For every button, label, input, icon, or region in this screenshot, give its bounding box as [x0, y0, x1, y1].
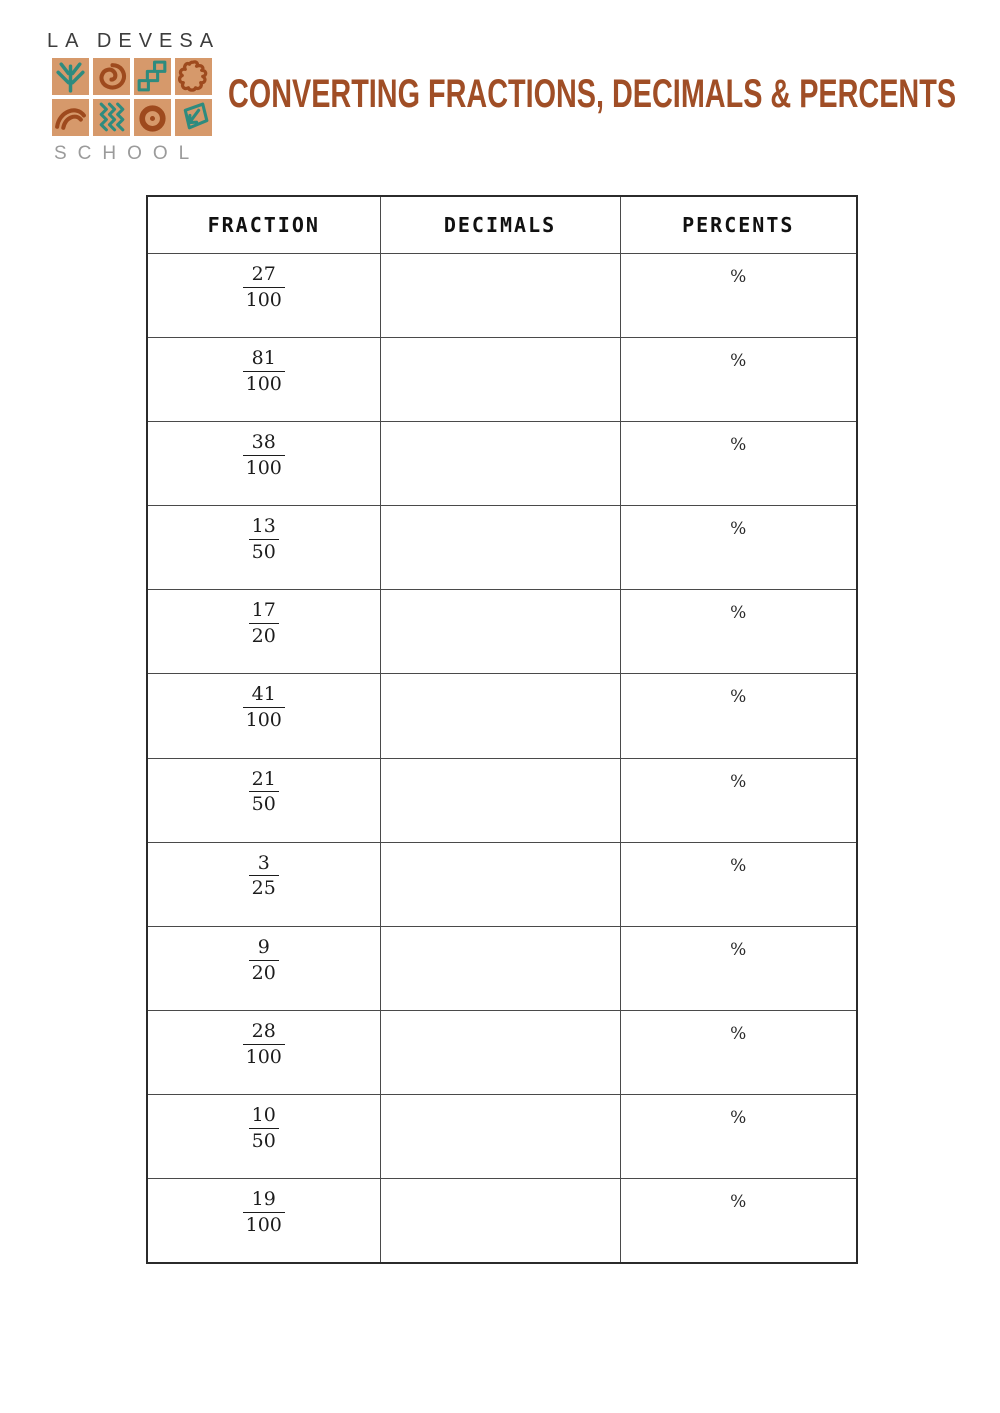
arc-icon	[52, 99, 89, 136]
table-row	[147, 422, 857, 506]
school-logo	[44, 30, 221, 165]
fraction-value	[249, 852, 279, 902]
fraction-denominator: 20	[249, 960, 279, 986]
decimal-answer-cell	[380, 926, 620, 1010]
percent-answer-cell	[620, 1094, 857, 1178]
percent-sign: %	[730, 351, 747, 372]
percent-answer-cell	[620, 674, 857, 758]
fraction-cell	[147, 422, 380, 506]
table-row	[147, 926, 857, 1010]
fraction-value	[249, 599, 279, 649]
fraction-denominator: 100	[243, 707, 285, 733]
percent-answer-cell	[620, 1010, 857, 1094]
decimal-answer-cell	[380, 506, 620, 590]
table-row	[147, 254, 857, 338]
percent-sign: %	[730, 1107, 747, 1128]
fraction-cell	[147, 1179, 380, 1264]
percent-sign: %	[730, 603, 747, 624]
percent-answer-cell	[620, 842, 857, 926]
fraction-numerator: 17	[251, 599, 276, 622]
fraction-value	[249, 936, 279, 986]
table-row	[147, 1010, 857, 1094]
table-row	[147, 1179, 857, 1264]
fraction-numerator: 21	[251, 767, 276, 790]
percent-sign: %	[730, 519, 747, 540]
fraction-numerator: 9	[257, 935, 270, 958]
percent-sign: %	[730, 1192, 747, 1213]
decimal-answer-cell	[380, 758, 620, 842]
fraction-cell	[147, 506, 380, 590]
fraction-value	[243, 263, 285, 313]
fraction-value	[243, 1188, 285, 1238]
table-row	[147, 506, 857, 590]
table-row	[147, 674, 857, 758]
percent-answer-cell	[620, 506, 857, 590]
fraction-cell	[147, 1094, 380, 1178]
fraction-cell	[147, 674, 380, 758]
logo-tile-grid	[52, 58, 214, 136]
decimal-answer-cell	[380, 674, 620, 758]
percent-sign: %	[730, 771, 747, 792]
fraction-denominator: 100	[243, 455, 285, 481]
decimal-answer-cell	[380, 1010, 620, 1094]
fraction-numerator: 3	[257, 851, 270, 874]
fraction-numerator: 27	[251, 263, 276, 285]
fraction-denominator: 20	[249, 623, 279, 649]
col-header-fraction: FRACTION	[147, 196, 380, 254]
table-row	[147, 590, 857, 674]
fraction-numerator: 19	[251, 1188, 276, 1211]
fraction-cell	[147, 590, 380, 674]
fraction-denominator: 100	[243, 1044, 285, 1070]
fraction-numerator: 38	[251, 431, 276, 454]
fraction-denominator: 100	[243, 287, 285, 313]
percent-sign: %	[730, 1023, 747, 1044]
fraction-value	[249, 768, 279, 818]
table-row	[147, 338, 857, 422]
percent-sign: %	[730, 435, 747, 456]
decimal-answer-cell	[380, 1179, 620, 1264]
percent-answer-cell	[620, 338, 857, 422]
fraction-cell	[147, 254, 380, 338]
logo-school-text: SCHOOL	[54, 143, 201, 164]
spiral-icon	[93, 58, 130, 95]
oak-leaf-icon	[175, 58, 212, 95]
percent-answer-cell	[620, 1179, 857, 1264]
page-title: CONVERTING FRACTIONS, DECIMALS & PERCENTS	[228, 72, 957, 116]
linked-squares-icon	[134, 58, 171, 95]
col-header-percents: PERCENTS	[620, 196, 857, 254]
fraction-numerator: 81	[251, 347, 276, 370]
fraction-denominator: 50	[249, 1128, 279, 1154]
fraction-value	[243, 431, 285, 481]
col-header-decimals: DECIMALS	[380, 196, 620, 254]
fraction-cell	[147, 842, 380, 926]
fraction-numerator: 10	[251, 1103, 276, 1126]
ring-icon	[134, 99, 171, 136]
fraction-value	[243, 347, 285, 397]
percent-answer-cell	[620, 254, 857, 338]
percent-answer-cell	[620, 590, 857, 674]
percent-sign: %	[730, 687, 747, 708]
decimal-answer-cell	[380, 590, 620, 674]
plant-icon	[52, 58, 89, 95]
fraction-denominator: 50	[249, 791, 279, 817]
fraction-numerator: 41	[251, 683, 276, 706]
conversion-table	[146, 195, 858, 1264]
percent-sign: %	[730, 267, 747, 287]
fraction-denominator: 25	[249, 875, 279, 901]
fraction-cell	[147, 338, 380, 422]
percent-sign: %	[730, 939, 747, 960]
tilted-square-icon	[175, 99, 212, 136]
decimal-answer-cell	[380, 1094, 620, 1178]
fraction-denominator: 100	[243, 1212, 285, 1238]
table-row	[147, 758, 857, 842]
table-row	[147, 1094, 857, 1178]
fraction-value	[249, 1104, 279, 1154]
fraction-value	[243, 1020, 285, 1070]
zigzag-icon	[93, 99, 130, 136]
fraction-denominator: 50	[249, 539, 279, 565]
table-row	[147, 842, 857, 926]
logo-name-text: LA DEVESA	[47, 30, 221, 52]
percent-sign: %	[730, 855, 747, 876]
percent-answer-cell	[620, 758, 857, 842]
decimal-answer-cell	[380, 842, 620, 926]
fraction-cell	[147, 1010, 380, 1094]
decimal-answer-cell	[380, 422, 620, 506]
fraction-cell	[147, 926, 380, 1010]
fraction-value	[243, 683, 285, 733]
fraction-numerator: 28	[251, 1019, 276, 1042]
fraction-numerator: 13	[251, 515, 276, 538]
decimal-answer-cell	[380, 338, 620, 422]
percent-answer-cell	[620, 422, 857, 506]
percent-answer-cell	[620, 926, 857, 1010]
decimal-answer-cell	[380, 254, 620, 338]
fraction-cell	[147, 758, 380, 842]
table-header-row	[147, 196, 857, 254]
fraction-denominator: 100	[243, 371, 285, 397]
table-body	[147, 254, 857, 1264]
fraction-value	[249, 515, 279, 565]
